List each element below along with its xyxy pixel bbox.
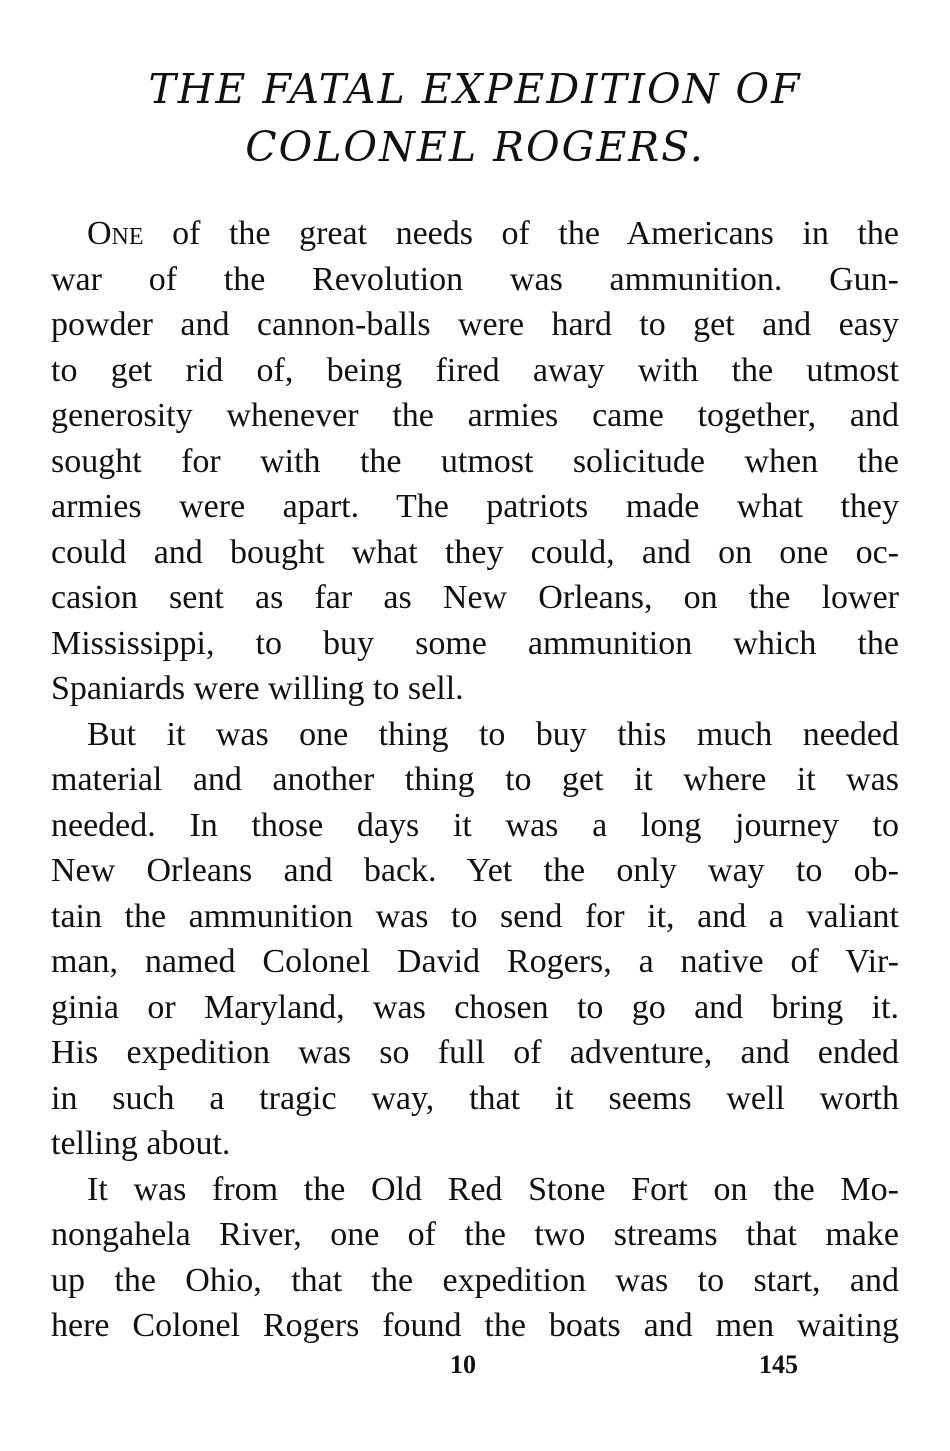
text-line: It was from the Old Red Stone Fort on the Mo-	[87, 1170, 899, 1208]
body-text	[51, 211, 899, 1349]
text-line: His expedition was so full of adventure, and ended	[51, 1034, 899, 1071]
text-line: armies were apart. The patriots made what they	[51, 488, 899, 525]
text-line: needed. In those days it was a long journey to	[51, 806, 899, 844]
signature-mark: 10	[450, 1350, 476, 1379]
drop-word: One	[87, 215, 144, 252]
text-line: One of the great needs of the Americans in the	[87, 215, 899, 252]
paragraph-2	[51, 712, 899, 1167]
text-line: Mississippi, to buy some ammunition which the	[51, 624, 899, 662]
text-line: nongahela River, one of the two streams that make	[51, 1216, 899, 1253]
text-line: here Colonel Rogers found the boats and men waiting	[51, 1307, 899, 1344]
text-line: Spaniards were willing to sell.	[51, 670, 464, 707]
chapter-title	[40, 60, 910, 176]
paragraph-1	[51, 211, 899, 712]
text-line: to get rid of, being fired away with the utmost	[51, 351, 899, 389]
text-line: war of the Revolution was ammunition. Gun-	[51, 260, 899, 298]
text-line: could and bought what they could, and on one oc-	[51, 533, 899, 571]
text-line: But it was one thing to buy this much needed	[87, 715, 899, 753]
text-line: powder and cannon-balls were hard to get and easy	[51, 306, 899, 343]
chapter-title-line-1: THE FATAL EXPEDITION OF	[148, 65, 802, 113]
text-line: New Orleans and back. Yet the only way to ob-	[51, 852, 899, 889]
page-number: 145	[759, 1350, 798, 1379]
text-line: material and another thing to get it where it was	[51, 761, 899, 798]
chapter-title-line-2: COLONEL ROGERS.	[245, 123, 705, 171]
text-line: tain the ammunition was to send for it, and a valiant	[51, 897, 899, 935]
paragraph-3	[51, 1167, 899, 1349]
text-line: telling about.	[51, 1125, 231, 1162]
text-line: man, named Colonel David Rogers, a native of Vir-	[51, 943, 899, 980]
text-line: casion sent as far as New Orleans, on the lower	[51, 579, 899, 616]
text-line: generosity whenever the armies came together, and	[51, 397, 899, 434]
text-line: ginia or Maryland, was chosen to go and bring it.	[51, 988, 899, 1026]
text-line: sought for with the utmost solicitude when the	[51, 442, 899, 480]
text-line: in such a tragic way, that it seems well worth	[51, 1079, 899, 1117]
text-line: up the Ohio, that the expedition was to start, and	[51, 1261, 899, 1299]
